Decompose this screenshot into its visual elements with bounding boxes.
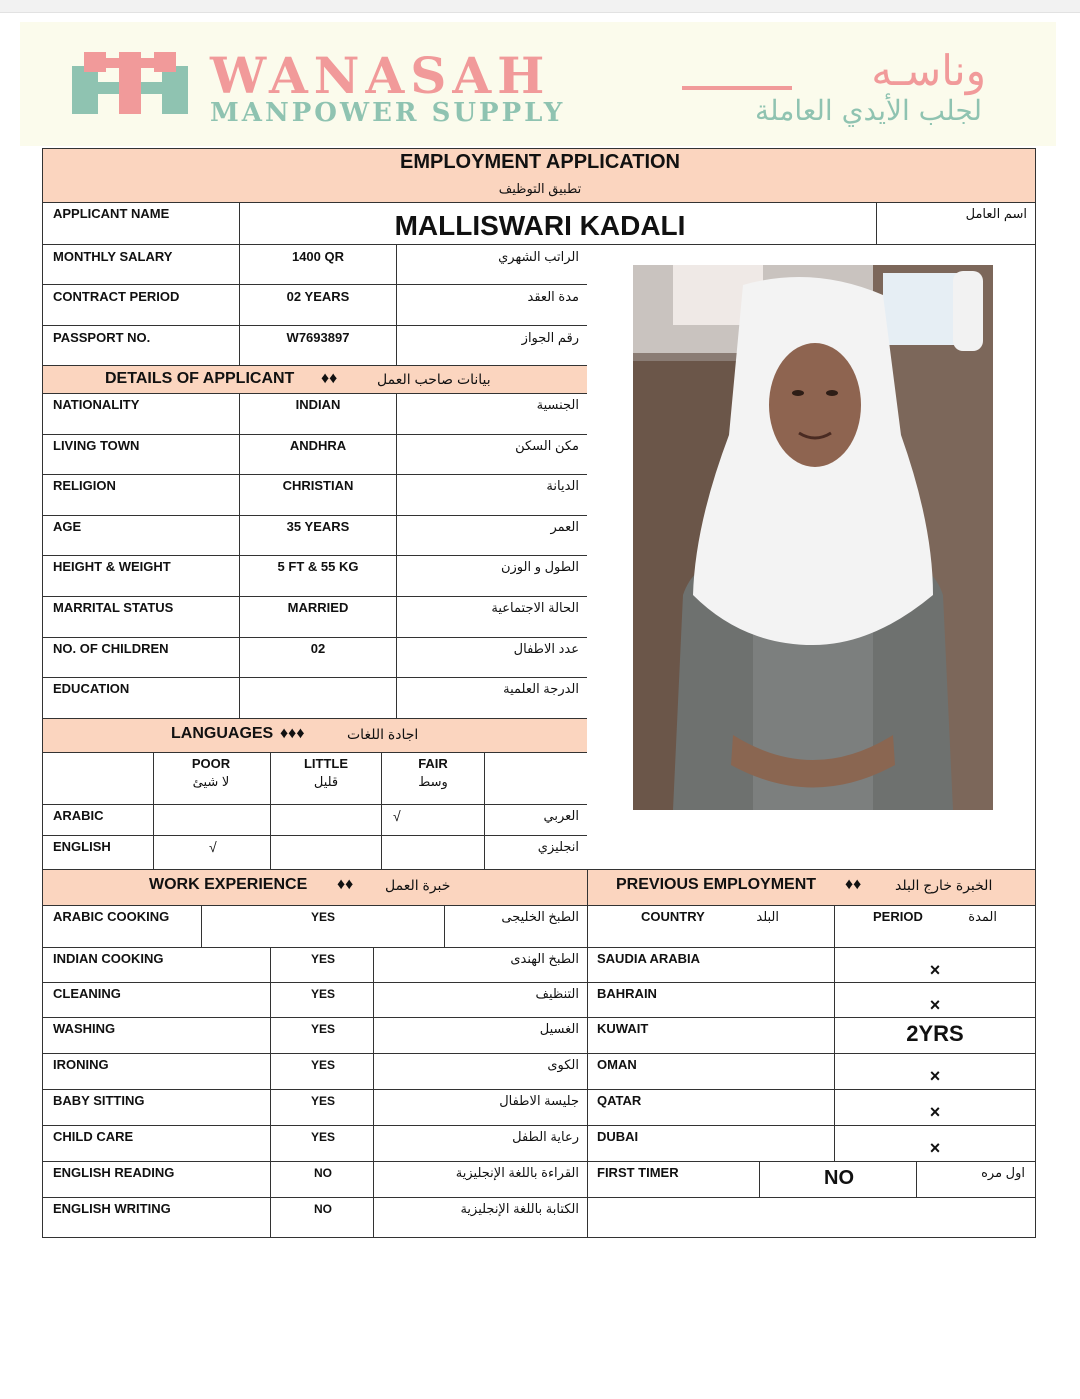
detail-value: INDIAN — [295, 397, 341, 412]
divider — [587, 1089, 1035, 1090]
prev-country: KUWAIT — [597, 1021, 649, 1036]
work-skill-label: BABY SITTING — [53, 1093, 145, 1108]
work-skill-label-ar: الغسيل — [539, 1021, 579, 1036]
divider — [270, 1053, 271, 1089]
language-level-en: POOR — [191, 756, 231, 771]
divider — [270, 804, 271, 835]
detail-label: NO. OF CHILDREN — [53, 641, 169, 656]
prev-country: QATAR — [597, 1093, 642, 1108]
detail-label: MARRITAL STATUS — [53, 600, 174, 615]
divider — [43, 1053, 587, 1054]
work-skill-label: ENGLISH READING — [53, 1165, 175, 1180]
prev-country: BAHRAIN — [597, 986, 657, 1001]
divider — [373, 1089, 374, 1125]
work-skill-value: YES — [310, 1058, 336, 1072]
applicant-name-value: MALLISWARI KADALI — [394, 210, 686, 241]
divider — [270, 1197, 271, 1237]
divider — [587, 947, 1035, 948]
work-skill-label: CHILD CARE — [53, 1129, 134, 1144]
work-header-ar: خبرة العمل — [385, 877, 451, 893]
divider — [43, 677, 587, 678]
languages-band — [43, 718, 587, 752]
form-title-en: EMPLOYMENT APPLICATION — [400, 151, 680, 173]
divider — [153, 804, 154, 835]
detail-value: 35 YEARS — [286, 519, 350, 534]
detail-label-ar: الدرجة العلمية — [503, 681, 579, 696]
detail-label: LIVING TOWN — [53, 438, 140, 453]
prev-header-diamonds: ♦♦ — [845, 876, 862, 893]
details-header-en: DETAILS OF APPLICANT — [105, 370, 295, 387]
person-photo-icon — [633, 265, 993, 810]
language-name: ENGLISH — [53, 839, 111, 854]
divider — [43, 474, 587, 475]
detail-label: RELIGION — [53, 478, 116, 493]
work-skill-label: IRONING — [53, 1057, 109, 1072]
applicant-name-label-ar: اسم العامل — [965, 206, 1027, 221]
divider — [43, 1017, 587, 1018]
divider — [270, 752, 271, 804]
divider — [43, 1161, 587, 1162]
company-header — [20, 22, 1056, 146]
divider — [239, 244, 240, 284]
first-timer-value: NO — [824, 1167, 854, 1189]
detail-label-ar: الديانة — [546, 478, 579, 493]
divider — [587, 1053, 1035, 1054]
divider — [43, 555, 587, 556]
form-title-ar: تطبيق التوظيف — [498, 181, 582, 196]
prev-period-x-icon: × — [929, 1138, 941, 1158]
divider — [270, 1161, 271, 1197]
language-level-ar: لا شيئ — [192, 774, 230, 789]
work-skill-label-ar: الطبخ الهندى — [510, 951, 579, 966]
divider — [239, 325, 240, 365]
work-skill-label-ar: الكوى — [547, 1057, 579, 1072]
work-skill-label-ar: التنظيف — [535, 986, 579, 1001]
detail-label-ar: العمر — [550, 519, 579, 534]
divider — [153, 752, 154, 804]
divider — [373, 1017, 374, 1053]
work-skill-label-ar: رعاية الطفل — [512, 1129, 579, 1144]
brand-name-ar: وناسـه — [871, 46, 986, 95]
divider — [43, 637, 587, 638]
divider — [239, 434, 240, 474]
language-name: ARABIC — [53, 808, 104, 823]
divider — [396, 637, 397, 677]
field-label: PASSPORT NO. — [53, 330, 151, 345]
divider — [373, 1197, 374, 1237]
language-name-ar: العربي — [543, 808, 579, 823]
divider — [587, 982, 1035, 983]
brand-tagline-en: MANPOWER SUPPLY — [210, 98, 566, 128]
divider — [484, 804, 485, 835]
prev-period-x-icon: × — [929, 1066, 941, 1086]
work-header-en: WORK EXPERIENCE — [149, 876, 308, 893]
language-check-mark: √ — [209, 839, 217, 855]
detail-label-ar: عدد الاطفال — [513, 641, 579, 656]
prev-country: SAUDIA ARABIA — [597, 951, 701, 966]
language-level-en: LITTLE — [303, 756, 349, 771]
brand-underline — [682, 86, 792, 90]
field-label-ar: مدة العقد — [527, 289, 579, 304]
divider — [484, 835, 485, 869]
work-skill-value: YES — [310, 1094, 336, 1108]
divider — [834, 905, 835, 1162]
prev-header-ar: الخبرة خارج البلد — [895, 877, 993, 893]
divider — [587, 1017, 1035, 1018]
work-skill-label: CLEANING — [53, 986, 121, 1001]
divider — [396, 677, 397, 718]
languages-header-en: LANGUAGES — [171, 725, 274, 742]
divider — [43, 365, 587, 366]
divider — [381, 752, 382, 804]
prev-country: DUBAI — [597, 1129, 639, 1144]
detail-label-ar: مكن السكن — [515, 438, 579, 453]
divider — [270, 982, 271, 1017]
window-top-strip — [0, 0, 1080, 13]
field-value: 1400 QR — [291, 249, 345, 264]
divider — [239, 393, 240, 434]
divider — [396, 515, 397, 555]
work-skill-label: INDIAN COOKING — [53, 951, 164, 966]
divider — [396, 393, 397, 434]
divider — [381, 835, 382, 869]
applicant-photo — [633, 265, 993, 810]
languages-header-diamonds: ♦♦♦ — [280, 725, 305, 742]
work-skill-value: YES — [310, 1022, 336, 1036]
language-name-ar: انجليزي — [537, 839, 579, 854]
detail-label: NATIONALITY — [53, 397, 140, 412]
divider — [239, 637, 240, 677]
field-value: 02 YEARS — [286, 289, 350, 304]
divider — [396, 555, 397, 596]
field-value: W7693897 — [286, 330, 350, 345]
detail-value: CHRISTIAN — [282, 478, 354, 493]
work-skill-label: WASHING — [53, 1021, 116, 1036]
divider — [396, 596, 397, 637]
divider — [43, 804, 587, 805]
divider — [373, 947, 374, 982]
company-logo-icon — [72, 52, 188, 114]
brand-tagline-ar: لجلب الأيدي العاملة — [755, 94, 982, 127]
work-skill-value: NO — [314, 1202, 332, 1216]
divider — [396, 325, 397, 365]
divider — [239, 515, 240, 555]
language-level-en: FAIR — [418, 756, 448, 771]
field-label-ar: رقم الجواز — [521, 330, 579, 345]
divider — [587, 1161, 1035, 1162]
work-skill-value: NO — [314, 1166, 332, 1180]
divider — [373, 1053, 374, 1089]
divider — [270, 835, 271, 869]
divider — [43, 1125, 587, 1126]
divider — [239, 555, 240, 596]
detail-label: AGE — [53, 519, 82, 534]
prev-country: OMAN — [597, 1057, 637, 1072]
divider — [43, 325, 587, 326]
divider — [43, 1197, 587, 1198]
divider — [587, 1197, 1035, 1198]
field-label: MONTHLY SALARY — [53, 249, 173, 264]
work-skill-label-ar: جليسة الاطفال — [499, 1093, 579, 1108]
work-skill-label-ar: القراءة باللغة الإنجليزية — [455, 1165, 579, 1180]
work-skill-value: YES — [310, 910, 336, 924]
first-timer-label-ar: اول مره — [981, 1165, 1025, 1180]
divider — [759, 1161, 760, 1197]
work-header-diamonds: ♦♦ — [337, 876, 354, 893]
divider — [444, 905, 445, 947]
divider — [43, 596, 587, 597]
prev-country-header-ar: البلد — [756, 909, 779, 924]
detail-value: 02 — [310, 641, 326, 656]
divider — [270, 947, 271, 982]
field-label-ar: الراتب الشهري — [498, 249, 579, 264]
divider — [43, 1089, 587, 1090]
work-skill-label: ENGLISH WRITING — [53, 1201, 171, 1216]
divider — [239, 474, 240, 515]
prev-period-x-icon: × — [929, 960, 941, 980]
divider — [153, 835, 154, 869]
work-skill-value: YES — [310, 952, 336, 966]
languages-header-ar: اجادة اللغات — [347, 726, 419, 742]
divider — [587, 1125, 1035, 1126]
work-skill-label-ar: الطبخ الخليجى — [501, 909, 579, 924]
divider — [270, 1089, 271, 1125]
divider — [373, 1125, 374, 1161]
prev-period-header-ar: المدة — [968, 909, 997, 924]
divider — [396, 244, 397, 284]
divider — [373, 1161, 374, 1197]
divider — [239, 284, 240, 325]
language-check-mark: √ — [393, 808, 401, 824]
brand-name-en: WANASAH — [210, 46, 551, 105]
prev-header-en: PREVIOUS EMPLOYMENT — [616, 876, 817, 893]
prev-country-header: COUNTRY — [641, 909, 705, 924]
prev-period-x-icon: × — [929, 995, 941, 1015]
details-header-diamonds: ♦♦ — [321, 370, 338, 387]
divider — [396, 434, 397, 474]
divider — [43, 284, 587, 285]
work-skill-value: YES — [310, 1130, 336, 1144]
prev-period-value: 2YRS — [906, 1021, 964, 1046]
first-timer-label: FIRST TIMER — [597, 1165, 679, 1180]
language-level-ar: وسط — [418, 774, 448, 789]
divider — [43, 982, 587, 983]
divider — [43, 947, 587, 948]
divider — [270, 1017, 271, 1053]
detail-value: ANDHRA — [289, 438, 347, 453]
detail-value: MARRIED — [287, 600, 349, 615]
detail-label-ar: الجنسية — [536, 397, 579, 412]
divider — [373, 982, 374, 1017]
divider — [381, 804, 382, 835]
prev-period-header: PERIOD — [873, 909, 923, 924]
work-skill-label: ARABIC COOKING — [53, 909, 170, 924]
detail-label-ar: الطول و الوزن — [500, 559, 579, 574]
applicant-name-label: APPLICANT NAME — [53, 206, 170, 221]
divider — [270, 1125, 271, 1161]
prev-period-x-icon: × — [929, 1102, 941, 1122]
detail-value: 5 FT & 55 KG — [277, 559, 359, 574]
divider — [43, 515, 587, 516]
divider — [916, 1161, 917, 1197]
details-header-ar: بيانات صاحب العمل — [377, 371, 491, 387]
divider — [239, 596, 240, 637]
detail-label-ar: الحالة الاجتماعية — [491, 600, 579, 615]
employment-application-form — [42, 148, 1036, 1238]
divider — [43, 835, 587, 836]
divider — [396, 284, 397, 325]
divider — [484, 752, 485, 804]
language-level-ar: قليل — [313, 774, 339, 789]
divider — [43, 434, 587, 435]
divider — [201, 905, 202, 947]
work-skill-value: YES — [310, 987, 336, 1001]
work-skill-label-ar: الكتابة باللغة الإنجليزية — [460, 1201, 579, 1216]
field-label: CONTRACT PERIOD — [53, 289, 180, 304]
detail-label: EDUCATION — [53, 681, 130, 696]
divider — [396, 474, 397, 515]
detail-label: HEIGHT & WEIGHT — [53, 559, 171, 574]
divider — [239, 677, 240, 718]
